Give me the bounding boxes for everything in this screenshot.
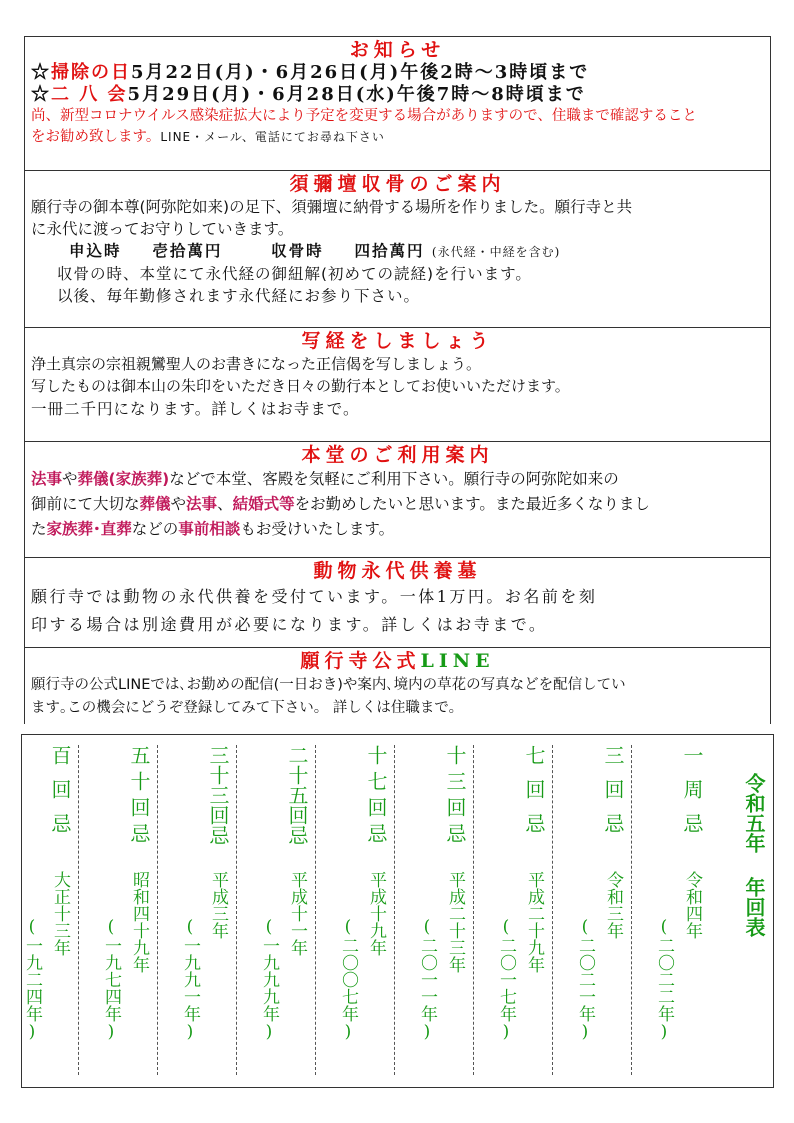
notice-nihachi-kai [31, 84, 764, 106]
nenki-year: (一九二四年) [22, 917, 42, 1042]
hondo-text: や [62, 470, 78, 488]
keyword-houji: 法事 [31, 470, 63, 488]
nenki-column [80, 745, 159, 1075]
nenki-name: 百回忌 [48, 745, 72, 847]
price-collect-label: 収骨時 [271, 241, 324, 260]
hondo-line-3 [31, 517, 764, 542]
shakyo-text-3: 一冊二千円になります。詳しくはお寺まで。 [31, 400, 360, 418]
nenki-year: (二〇二一年) [575, 917, 595, 1042]
shakyo-text-2: 写したものは御本山の朱印をいただき日々の勤行本としてお使いいただけます。 [31, 377, 570, 395]
nenki-column [159, 745, 238, 1075]
hondo-text: た [31, 520, 47, 538]
animal-title: 動物永代供養墓 [313, 560, 482, 582]
nenki-divider [473, 745, 474, 1075]
notice-section [24, 36, 771, 171]
nenki-divider [552, 745, 553, 1075]
nenki-year: (一九九九年) [259, 917, 279, 1042]
hondo-text: 、 [217, 495, 233, 513]
nenki-era: 平成二十三年 [445, 871, 465, 973]
nenki-year: (二〇一一年) [417, 917, 437, 1042]
nenki-era: 令和三年 [603, 871, 623, 939]
shakyo-title: 写経をしましょう [301, 330, 494, 352]
line-official-text-2: ます｡この機会にどうぞ登録してみて下さい。 詳しくは住職まで。 [31, 700, 464, 716]
nenki-column [554, 745, 633, 1075]
hondo-text: などで本堂、客殿を気軽にご利用下さい。願行寺の阿弥陀如来の [169, 470, 619, 488]
nenki-heading: 令和五年 年回表 [742, 773, 766, 937]
hondo-text: や [170, 495, 187, 513]
nenki-column [317, 745, 396, 1075]
hondo-text: もお受けいたします。 [240, 520, 395, 538]
keyword-sougi: 葬儀 [139, 495, 171, 513]
notice-cleaning-day [31, 62, 764, 84]
notice-contact: LINE・メール、電話にてお尋ね下さい [160, 130, 385, 144]
line-official-section [24, 647, 771, 724]
keyword-jizen-soudan: 事前相談 [178, 520, 241, 538]
nenki-column [1, 745, 80, 1075]
animal-text-1: 願行寺では動物の永代供養を受付ています。一体1万円。お名前を刻 [31, 587, 598, 606]
hondo-title: 本堂のご利用案内 [301, 444, 494, 466]
nenki-divider [236, 745, 237, 1075]
nenki-year: (一九七四年) [101, 917, 121, 1042]
line-official-title [31, 650, 764, 673]
nenki-divider [157, 745, 158, 1075]
hondo-line-1 [31, 467, 764, 492]
keyword-kazoku-chokusou: 家族葬･直葬 [46, 520, 132, 538]
nenki-divider [78, 745, 79, 1075]
nenki-era: 平成十九年 [366, 871, 386, 956]
nenki-divider [631, 745, 632, 1075]
nenki-name: 十七回忌 [364, 745, 388, 849]
nenki-era: 昭和四十九年 [129, 871, 149, 973]
shumidan-prices [31, 240, 764, 263]
keyword-houji-2: 法事 [186, 495, 218, 513]
animal-section [24, 557, 771, 648]
shumidan-text-3: 収骨の時、本堂にて永代経の御紐解(初めての読経)を行います。 [57, 265, 532, 283]
price-apply-label: 申込時 [69, 241, 122, 260]
notice-covid-note: 尚、新型コロナウイルス感染症拡大により予定を変更する場合がありますので、住職まで確認すること [31, 108, 697, 124]
nenki-era: 平成二十九年 [524, 871, 544, 973]
shumidan-title: 須彌壇収骨のご案内 [289, 173, 506, 195]
nihachi-kai-label: 二 八 会 [51, 84, 128, 105]
animal-text-2: 印する場合は別途費用が必要になります。詳しくはお寺まで。 [31, 615, 548, 634]
line-official-text-1: 願行寺の公式LINEでは､お勤めの配信(一日おき)や案内､境内の草花の写真などを配信してい [31, 677, 626, 693]
price-apply-value: 壱拾萬円 [152, 241, 223, 260]
hondo-text: をお勤めしたいと思います。また最近多くなりまし [294, 495, 650, 513]
shumidan-section [24, 170, 771, 328]
line-official-title-text: 願行寺公式 [300, 650, 421, 672]
line-official-title-line: LINE [420, 650, 495, 672]
hondo-text: 御前にて大切な [31, 495, 140, 513]
nenki-era: 大正十三年 [50, 871, 70, 956]
nenki-name: 一周忌 [680, 745, 704, 847]
notice-covid-note-end: をお勧め致します。 [31, 129, 161, 145]
shumidan-text-1: 願行寺の御本尊(阿弥陀如来)の足下、須彌壇に納骨する場所を作りました。願行寺と共 [31, 198, 633, 216]
hondo-section [24, 441, 771, 558]
nenki-name: 二十五回忌 [285, 745, 309, 845]
nenki-name: 五十回忌 [127, 745, 151, 849]
nenki-name: 三回忌 [601, 745, 625, 847]
price-collect-value: 四拾萬円 [354, 241, 425, 260]
star-icon: ☆ [31, 62, 51, 83]
nenki-year: (二〇二二年) [654, 917, 674, 1042]
keyword-kekkon: 結婚式等 [232, 495, 295, 513]
nenki-era: 平成三年 [208, 871, 228, 939]
nenki-year: (二〇〇七年) [338, 917, 358, 1042]
shumidan-text-4: 以後、毎年勤修されます永代経にお参り下さい。 [57, 287, 421, 305]
cleaning-day-dates: 5月22日(月)・6月26日(月)午後2時～3時頃まで [131, 62, 590, 83]
nenki-column [475, 745, 554, 1075]
shakyo-text-1: 浄土真宗の宗祖親鸞聖人のお書きになった正信偈を写しましょう。 [31, 355, 482, 373]
nenki-column [238, 745, 317, 1075]
shumidan-text-2: に永代に渡ってお守りしていきます。 [31, 220, 294, 238]
nenki-name: 三十三回忌 [206, 745, 230, 845]
cleaning-day-label: 掃除の日 [51, 62, 131, 83]
nenki-column [396, 745, 475, 1075]
keyword-sougi-kazoku: 葬儀(家族葬) [77, 470, 170, 488]
hondo-line-2 [31, 492, 764, 517]
nenki-name: 七回忌 [522, 745, 546, 847]
nenki-year: (一九九一年) [180, 917, 200, 1042]
nenki-divider [394, 745, 395, 1075]
nihachi-kai-dates: 5月29日(月)・6月28日(水)午後7時～8時頃まで [127, 84, 586, 105]
nenki-column [633, 745, 712, 1075]
star-icon: ☆ [31, 84, 51, 105]
shakyo-section [24, 327, 771, 442]
price-note: (永代経・中経を含む) [431, 245, 561, 259]
notice-title: お知らせ [349, 39, 446, 61]
nenki-name: 十三回忌 [443, 745, 467, 849]
notice-covid-note-2 [31, 127, 764, 148]
nenki-table [21, 734, 774, 1088]
nenki-divider [315, 745, 316, 1075]
nenki-era: 平成十一年 [287, 871, 307, 956]
nenki-year: (二〇一七年) [496, 917, 516, 1042]
nenki-era: 令和四年 [682, 871, 702, 939]
hondo-text: などの [131, 520, 179, 538]
